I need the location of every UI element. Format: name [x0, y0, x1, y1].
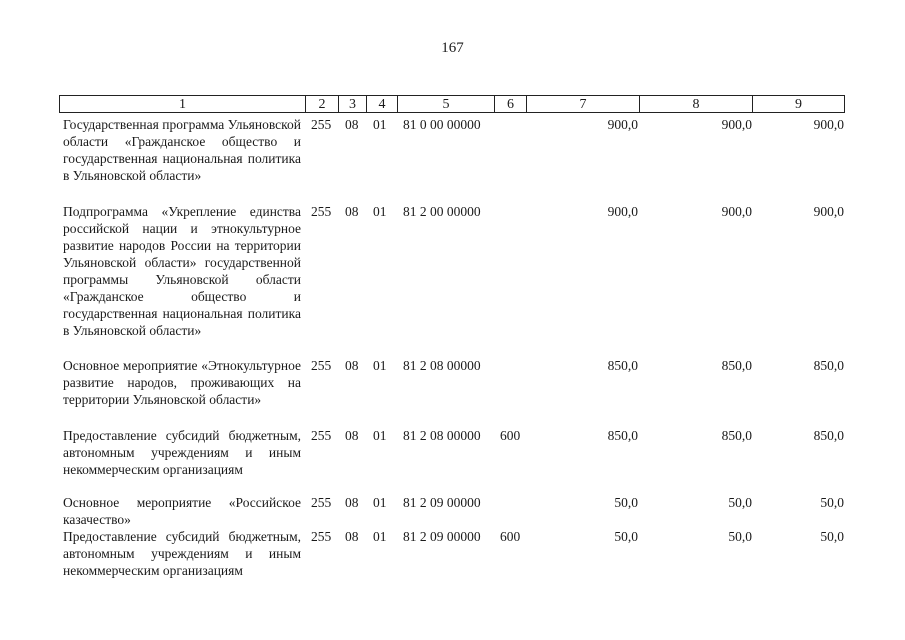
row-description: Подпрограмма «Укрепление единства российской нации и этнокультурное развитие народов России на территории Ульяновской области» государственной программы Ульяновской области «Гражданское общество и государственная национальная политика в Ульяновской области»: [63, 204, 301, 338]
row-col-3: 08: [345, 204, 359, 219]
row-col-5: 81 2 09 00000: [403, 495, 481, 510]
header-col-8: 8: [639, 95, 753, 113]
row-col-5: 81 2 08 00000: [403, 428, 481, 443]
row-col-4: 01: [373, 428, 387, 443]
row-col-3: 08: [345, 495, 359, 510]
table-header: [0, 95, 905, 115]
header-col-9: 9: [752, 95, 845, 113]
row-col-9: 50,0: [820, 495, 844, 510]
row-col-5: 81 2 00 00000: [403, 204, 481, 219]
row-col-2: 255: [311, 428, 332, 443]
row-col-8: 850,0: [721, 358, 752, 373]
row-description: Государственная программа Ульяновской области «Гражданское общество и государственная национальная политика в Ульяновской области»: [63, 117, 301, 183]
row-col-5: 81 2 09 00000: [403, 529, 481, 544]
row-col-4: 01: [373, 495, 387, 510]
row-col-3: 08: [345, 428, 359, 443]
header-col-3: 3: [338, 95, 367, 113]
header-col-1: 1: [59, 95, 306, 113]
row-col-9: 900,0: [813, 117, 844, 132]
row-col-4: 01: [373, 529, 387, 544]
row-col-6: 600: [500, 428, 521, 443]
header-col-7: 7: [526, 95, 640, 113]
row-col-7: 50,0: [614, 529, 638, 544]
row-col-2: 255: [311, 529, 332, 544]
row-col-8: 900,0: [721, 117, 752, 132]
row-description: Основное мероприятие «Российское казачество»: [63, 495, 301, 527]
row-col-9: 50,0: [820, 529, 844, 544]
header-col-2: 2: [305, 95, 339, 113]
row-col-9: 900,0: [813, 204, 844, 219]
header-col-6: 6: [494, 95, 527, 113]
row-col-3: 08: [345, 358, 359, 373]
row-col-2: 255: [311, 358, 332, 373]
row-col-9: 850,0: [813, 428, 844, 443]
row-col-4: 01: [373, 117, 387, 132]
page-number: 167: [441, 40, 464, 56]
row-col-7: 900,0: [607, 204, 638, 219]
row-col-2: 255: [311, 495, 332, 510]
row-col-2: 255: [311, 204, 332, 219]
row-col-2: 255: [311, 117, 332, 132]
row-description: Основное мероприятие «Этнокультурное развитие народов, проживающих на территории Ульяновской области»: [63, 358, 301, 407]
row-col-7: 50,0: [614, 495, 638, 510]
row-col-7: 850,0: [607, 358, 638, 373]
row-col-5: 81 2 08 00000: [403, 358, 481, 373]
row-description: Предоставление субсидий бюджетным, автономным учреждениям и иным некоммерческим организациям: [63, 428, 301, 477]
row-col-8: 50,0: [728, 495, 752, 510]
row-description: Предоставление субсидий бюджетным, автономным учреждениям и иным некоммерческим организациям: [63, 529, 301, 578]
row-col-5: 81 0 00 00000: [403, 117, 481, 132]
header-col-5: 5: [397, 95, 495, 113]
row-col-7: 850,0: [607, 428, 638, 443]
row-col-4: 01: [373, 358, 387, 373]
row-col-8: 850,0: [721, 428, 752, 443]
row-col-8: 50,0: [728, 529, 752, 544]
row-col-3: 08: [345, 117, 359, 132]
row-col-7: 900,0: [607, 117, 638, 132]
row-col-6: 600: [500, 529, 521, 544]
row-col-8: 900,0: [721, 204, 752, 219]
header-col-4: 4: [366, 95, 398, 113]
row-col-3: 08: [345, 529, 359, 544]
row-col-9: 850,0: [813, 358, 844, 373]
row-col-4: 01: [373, 204, 387, 219]
